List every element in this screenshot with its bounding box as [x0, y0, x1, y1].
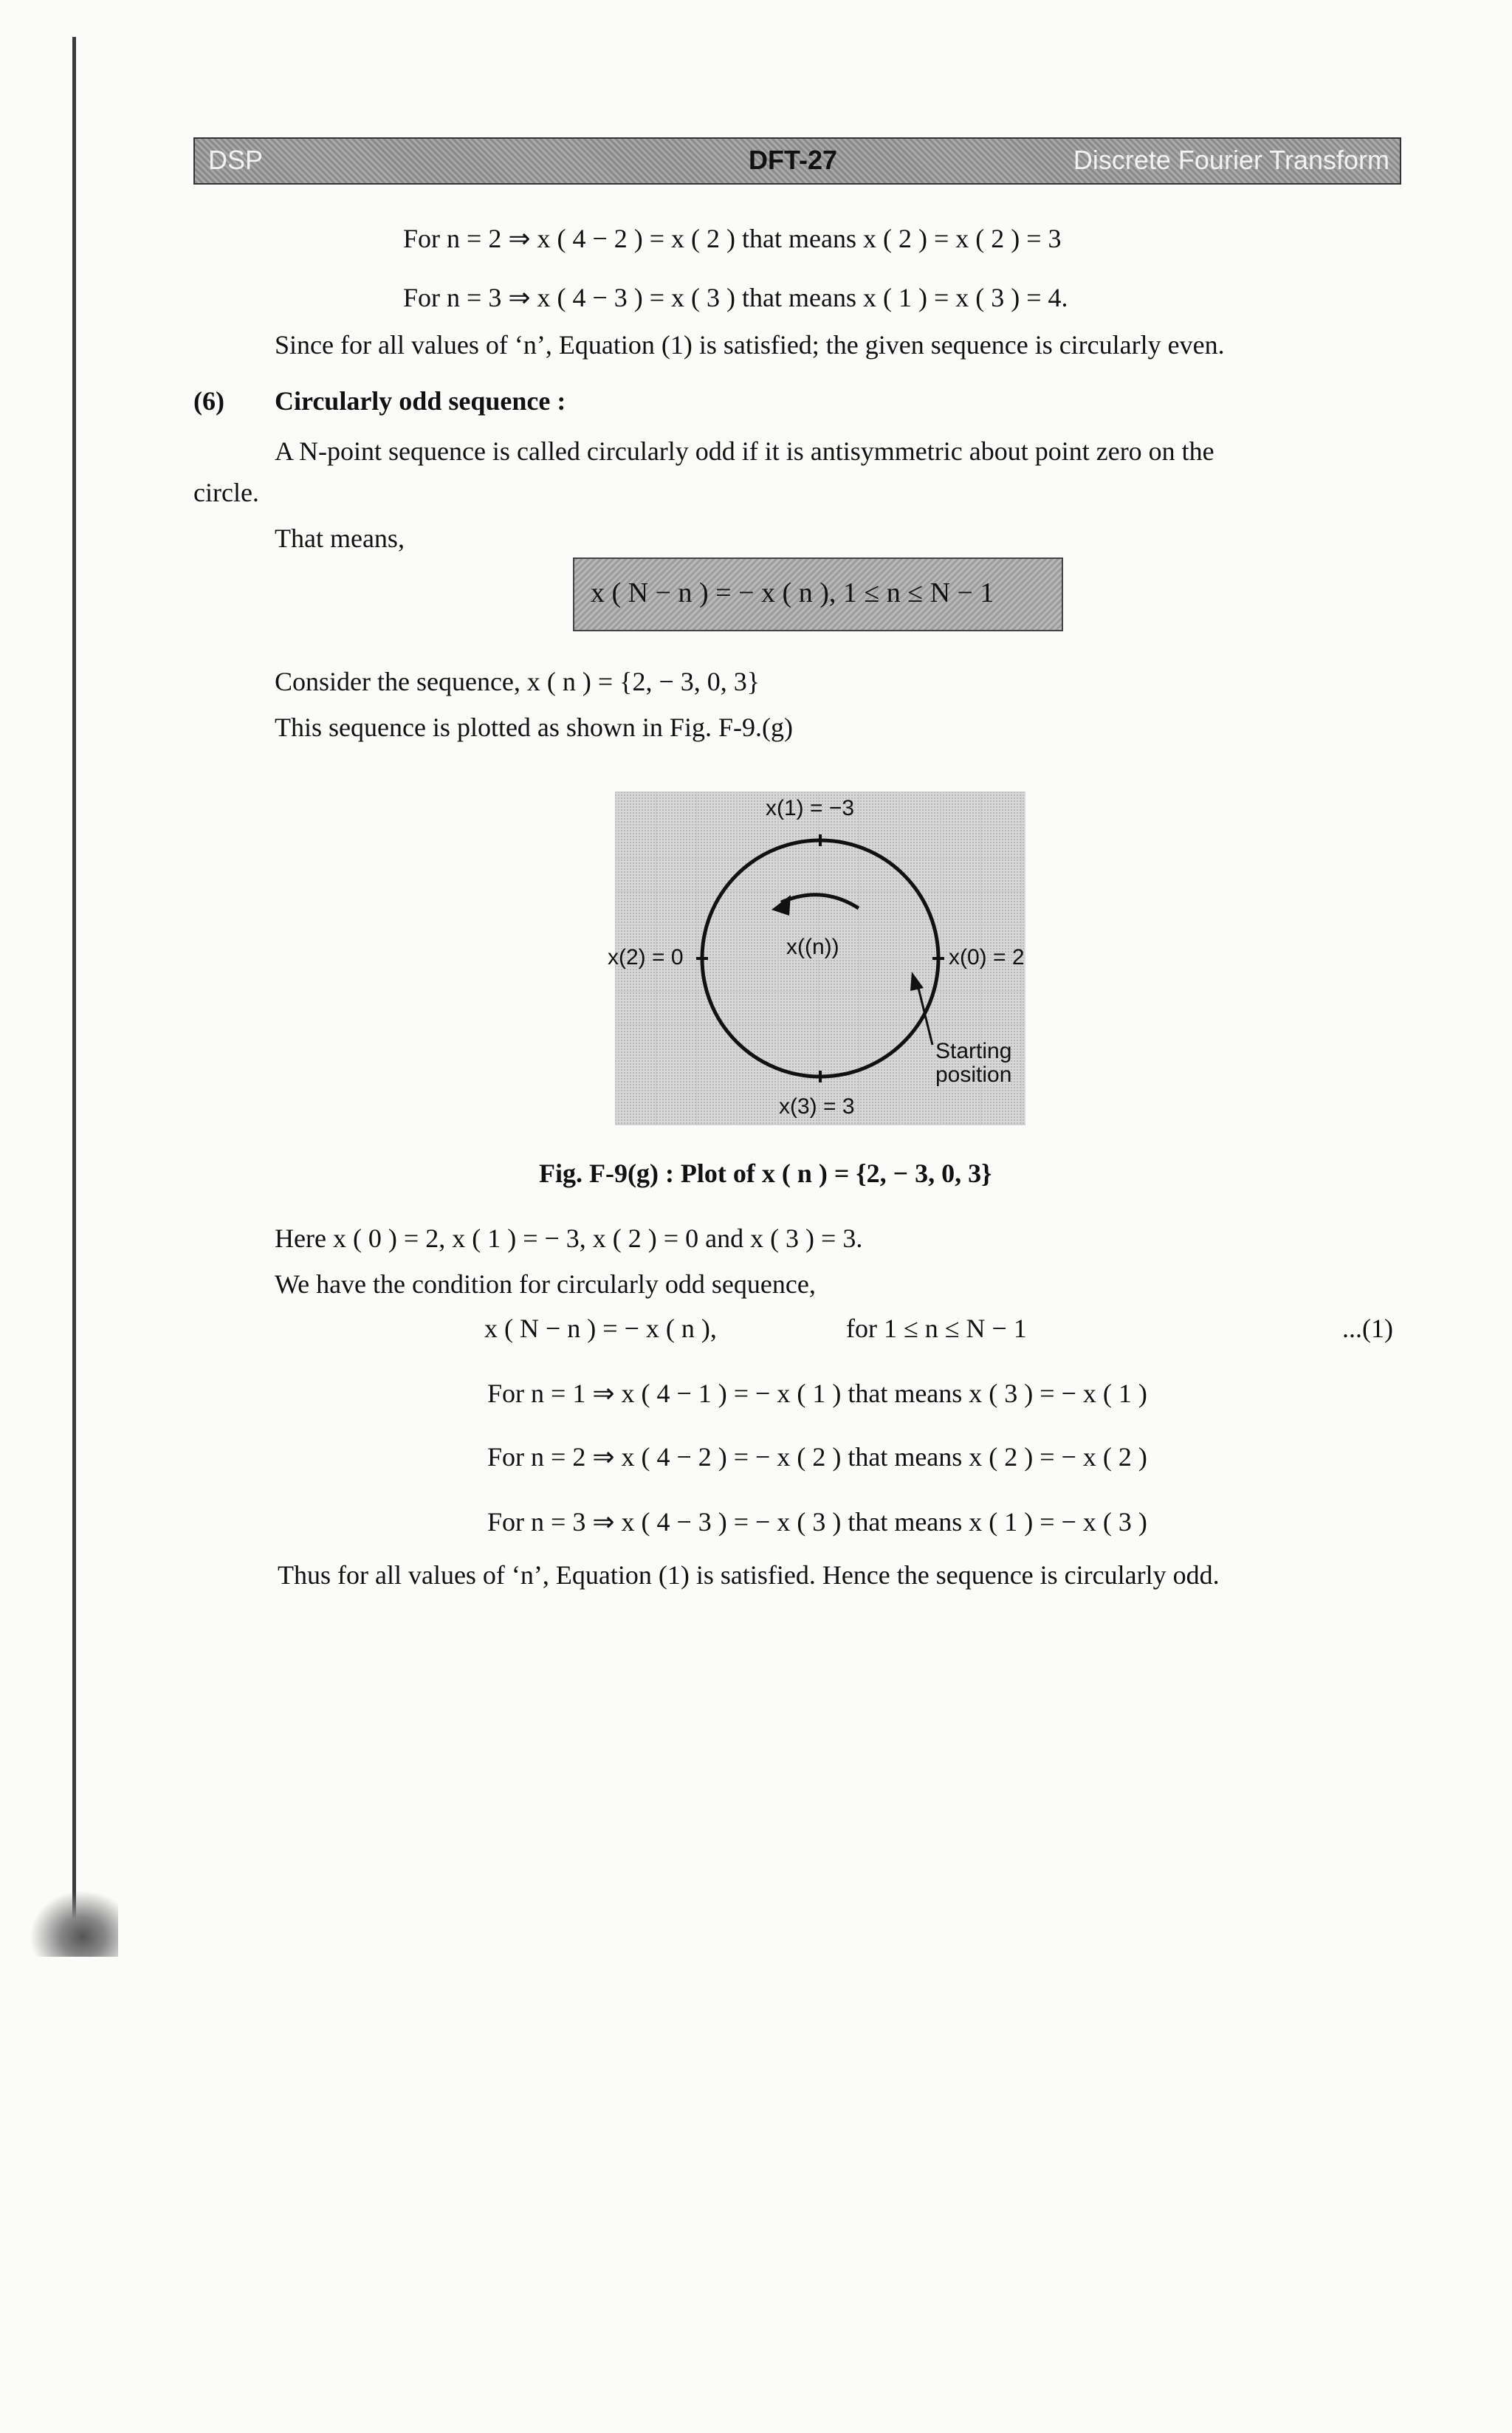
condition-range: for 1 ≤ n ≤ N − 1 [846, 1314, 1027, 1343]
header-page-number: DFT-27 [749, 145, 838, 175]
definition-line-1: A N-point sequence is called circularly odd if it is antisymmetric about point zero on the [275, 436, 1214, 466]
label-x0: x(0) = 2 [949, 945, 1025, 970]
top-line-n3: For n = 3 ⇒ x ( 4 − 3 ) = x ( 3 ) that means x ( 1 ) = x ( 3 ) = 4. [403, 283, 1068, 312]
label-x2: x(2) = 0 [608, 945, 684, 970]
plotted-as-shown: This sequence is plotted as shown in Fig. F-9.(g) [275, 713, 793, 742]
condition-equation: x ( N − n ) = − x ( n ), [484, 1314, 717, 1343]
scan-ink-blot [30, 1890, 118, 1957]
odd-line-n3: For n = 3 ⇒ x ( 4 − 3 ) = − x ( 3 ) that means x ( 1 ) = − x ( 3 ) [487, 1507, 1147, 1537]
consider-sequence: Consider the sequence, x ( n ) = {2, − 3, 0, 3} [275, 667, 760, 696]
section-number: (6) [193, 386, 224, 416]
condition-intro: We have the condition for circularly odd sequence, [275, 1269, 816, 1299]
label-position: position [935, 1063, 1012, 1087]
label-x1: x(1) = −3 [766, 796, 855, 820]
section-title: Circularly odd sequence : [275, 386, 566, 416]
label-center: x((n)) [786, 935, 839, 959]
odd-line-n1: For n = 1 ⇒ x ( 4 − 1 ) = − x ( 1 ) that means x ( 3 ) = − x ( 1 ) [487, 1379, 1147, 1408]
page-header [193, 137, 1401, 185]
definition-line-2: circle. [193, 478, 259, 507]
odd-conclusion: Thus for all values of ‘n’, Equation (1) is satisfied. Hence the sequence is circularly odd. [278, 1560, 1220, 1590]
circular-plot-figure [608, 792, 1025, 1125]
equation-box [573, 557, 1063, 631]
header-chapter: Discrete Fourier Transform [1073, 145, 1389, 175]
label-x3: x(3) = 3 [779, 1094, 855, 1119]
figure-caption: Fig. F-9(g) : Plot of x ( n ) = {2, − 3, 0, 3} [539, 1159, 992, 1188]
top-line-n2: For n = 2 ⇒ x ( 4 − 2 ) = x ( 2 ) that means x ( 2 ) = x ( 2 ) = 3 [403, 224, 1062, 253]
label-starting: Starting [935, 1039, 1012, 1063]
even-conclusion: Since for all values of ‘n’, Equation (1) is satisfied; the given sequence is circularly even. [275, 330, 1225, 360]
odd-condition-equation: x ( N − n ) = − x ( n ), 1 ≤ n ≤ N − 1 [591, 577, 994, 608]
equation-reference: ...(1) [1342, 1314, 1393, 1343]
here-values: Here x ( 0 ) = 2, x ( 1 ) = − 3, x ( 2 ) = 0 and x ( 3 ) = 3. [275, 1224, 863, 1253]
header-subject: DSP [208, 145, 264, 175]
odd-line-n2: For n = 2 ⇒ x ( 4 − 2 ) = − x ( 2 ) that means x ( 2 ) = − x ( 2 ) [487, 1442, 1147, 1472]
that-means: That means, [275, 524, 405, 553]
scan-margin-line [72, 37, 76, 1927]
